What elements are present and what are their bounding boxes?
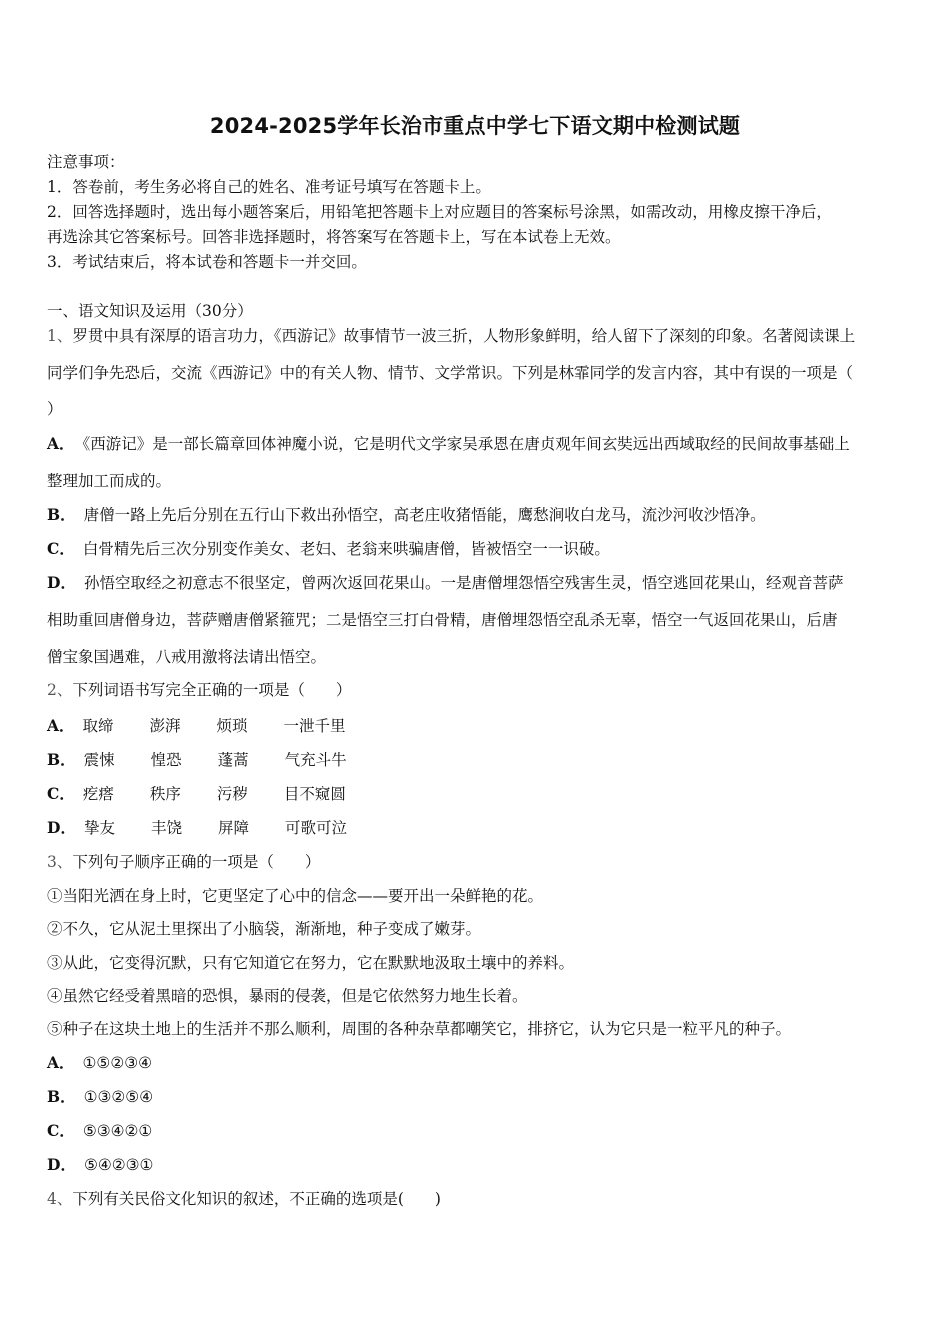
option-label: C．: [47, 539, 75, 558]
question-2-stem: [47, 680, 351, 700]
question-3-option-b: [47, 1087, 153, 1107]
question-2-option-b: [47, 750, 347, 770]
option-word: 烦琐: [216, 717, 248, 735]
option-word: 屏障: [217, 819, 249, 837]
option-text: ⑤③④②①: [82, 1122, 153, 1140]
option-word: 丰饶: [150, 819, 182, 837]
question-3-sentence-4: ④虽然它经受着黑暗的恐惧，暴雨的侵袭，但是它依然努力地生长着。: [47, 987, 528, 1005]
option-text: 白骨精先后三次分别变作美女、老妇、老翁来哄骗唐僧，皆被悟空一一识破。: [82, 540, 610, 558]
question-3-sentence-1: ①当阳光洒在身上时，它更坚定了心中的信念——要开出一朵鲜艳的花。: [47, 887, 544, 905]
option-text: ⑤④②③①: [83, 1156, 154, 1174]
option-word: 目不窥圆: [283, 785, 346, 803]
option-text: 孙悟空取经之初意志不很坚定，曾两次返回花果山。一是唐僧埋怨悟空残害生灵，悟空逃回花果山，经观音菩萨: [83, 574, 844, 592]
question-1-option-d-line-2: 相助重回唐僧身边，菩萨赠唐僧紧箍咒；二是悟空三打白骨精，唐僧埋怨悟空乱杀无辜，悟空一气返回花果山，后唐: [47, 611, 838, 629]
question-1-option-b: [47, 505, 766, 525]
question-1-stem-line-1: [47, 326, 855, 346]
option-label: A．: [47, 716, 75, 735]
question-2-number: 2、: [47, 681, 73, 699]
question-1-option-d: [47, 573, 843, 593]
question-3-option-a: [47, 1053, 152, 1073]
option-label: D．: [47, 573, 76, 592]
question-3-number: 3、: [47, 853, 73, 871]
option-word: 蓬蒿: [217, 751, 249, 769]
notice-heading: 注意事项：: [47, 153, 125, 171]
notice-item-2-line-2: 再选涂其它答案标号。回答非选择题时，将答案写在答题卡上，写在本试卷上无效。: [47, 228, 621, 246]
option-word: 秩序: [149, 785, 181, 803]
question-1-number: 1、: [47, 327, 73, 345]
question-3-option-c: [47, 1121, 152, 1141]
option-label: B．: [47, 750, 76, 769]
option-text: ①⑤②③④: [82, 1054, 153, 1072]
option-word: 取缔: [82, 717, 114, 735]
option-label: B．: [47, 1087, 76, 1106]
section-heading: 一、语文知识及运用（30分）: [47, 302, 253, 320]
question-3-stem-text: 下列句子顺序正确的一项是（ ）: [72, 853, 321, 871]
option-text: 《西游记》是一部长篇章回体神魔小说，它是明代文学家吴承恩在唐贞观年间玄奘远出西域取经的民间故事基础上: [82, 435, 850, 453]
notice-item-3: 3．考试结束后，将本试卷和答题卡一并交回。: [47, 253, 367, 271]
option-label: A．: [47, 434, 75, 453]
question-2-option-a: [47, 716, 346, 736]
question-1-stem-text: 罗贯中具有深厚的语言功力，《西游记》故事情节一波三折，人物形象鲜明，给人留下了深刻的印象。名著阅读课上: [72, 327, 856, 345]
question-1-option-a-line-2: 整理加工而成的。: [47, 472, 172, 490]
question-4-stem: [47, 1189, 441, 1209]
option-word: 澎湃: [149, 717, 181, 735]
option-label: A．: [47, 1053, 75, 1072]
question-3-sentence-3: ③从此，它变得沉默，只有它知道它在努力，它在默默地汲取土壤中的养料。: [47, 954, 575, 972]
option-label: B．: [47, 505, 76, 524]
question-2-option-d: [47, 818, 347, 838]
question-4-stem-text: 下列有关民俗文化知识的叙述，不正确的选项是( ): [72, 1190, 441, 1208]
option-word: 气充斗牛: [284, 751, 347, 769]
question-1-option-a: [47, 434, 850, 454]
option-word: 疙瘩: [82, 785, 114, 803]
question-1-stem-line-2: 同学们争先恐后，交流《西游记》中的有关人物、情节、文学常识。下列是林霏同学的发言内容，其中有误的一项是（: [47, 364, 854, 382]
question-3-stem: [47, 852, 320, 872]
question-3-sentence-2: ②不久，它从泥土里探出了小脑袋，渐渐地，种子变成了嫩芽。: [47, 920, 482, 938]
question-4-number: 4、: [47, 1190, 73, 1208]
option-word: 惶恐: [150, 751, 182, 769]
option-word: 挚友: [83, 819, 115, 837]
question-1-stem-line-3: ）: [47, 400, 63, 418]
question-3-sentence-5: ⑤种子在这块土地上的生活并不那么顺利，周围的各种杂草都嘲笑它，排挤它，认为它只是一粒平凡的种子。: [47, 1020, 792, 1038]
question-2-stem-text: 下列词语书写完全正确的一项是（ ）: [72, 681, 352, 699]
option-text: 唐僧一路上先后分别在五行山下救出孙悟空，高老庄收猪悟能，鹰愁涧收白龙马，流沙河收沙悟净。: [83, 506, 766, 524]
question-1-option-d-line-3: 僧宝象国遇难，八戒用激将法请出悟空。: [47, 648, 327, 666]
option-word: 污秽: [216, 785, 248, 803]
option-label: C．: [47, 784, 75, 803]
option-word: 震悚: [83, 751, 115, 769]
option-label: D．: [47, 818, 76, 837]
question-1-option-c: [47, 539, 610, 559]
option-word: 可歌可泣: [284, 819, 347, 837]
notice-item-1: 1．答卷前，考生务必将自己的姓名、准考证号填写在答题卡上。: [47, 178, 491, 196]
page-title: 2024-2025学年长治市重点中学七下语文期中检测试题: [209, 114, 741, 138]
notice-item-2-line-1: 2．回答选择题时，选出每小题答案后，用铅笔把答题卡上对应题目的答案标号涂黑，如需改动，用橡皮擦干净后，: [47, 203, 832, 221]
option-label: C．: [47, 1121, 75, 1140]
option-label: D．: [47, 1155, 76, 1174]
question-3-option-d: [47, 1155, 153, 1175]
question-2-option-c: [47, 784, 346, 804]
option-text: ①③②⑤④: [83, 1088, 154, 1106]
option-word: 一泄千里: [283, 717, 346, 735]
